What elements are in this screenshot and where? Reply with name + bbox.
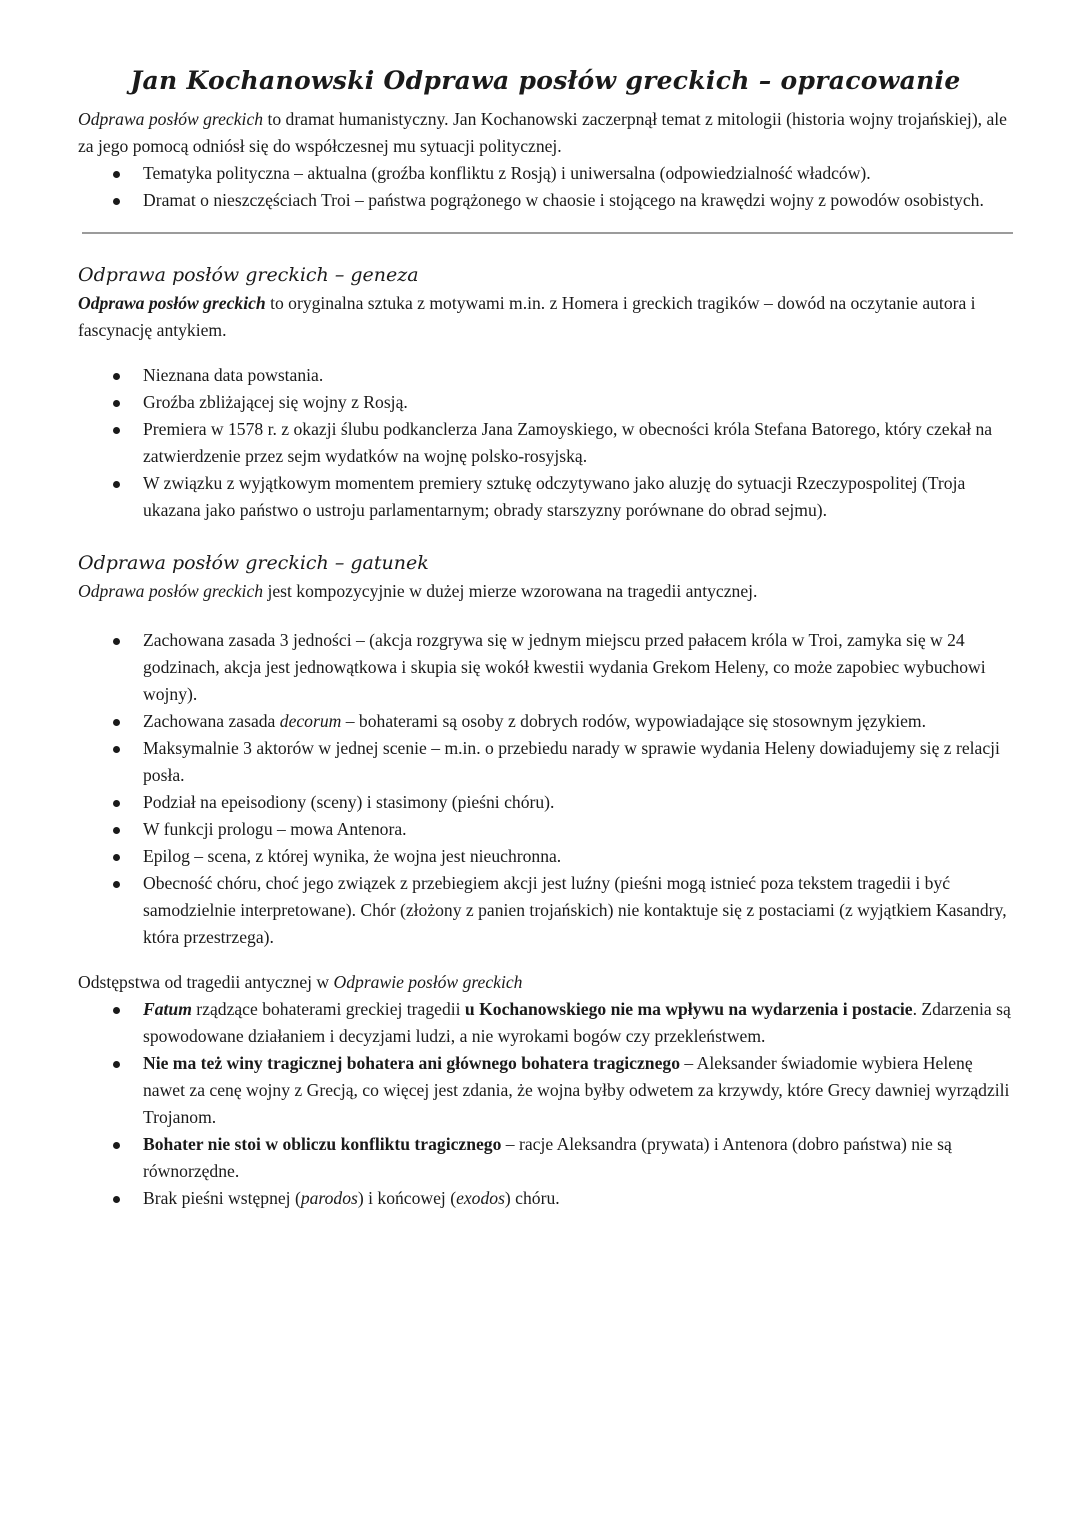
gatunek-list <box>78 627 1013 951</box>
work-title: Odprawa posłów greckich <box>78 293 266 313</box>
list-item-text: – racje Aleksandra (prywata) i Antenora (dobro państwa) nie są równorzędne. <box>143 1134 952 1181</box>
list-item: Nieznana data powstania. <box>143 362 1013 389</box>
list-item-text: Zachowana zasada <box>143 711 280 731</box>
list-item-text: rządzące bohaterami greckiej tragedii <box>191 999 465 1019</box>
list-item <box>143 996 1013 1050</box>
list-item: Zachowana zasada 3 jedności – (akcja rozgrywa się w jednym miejscu przed pałacem króla w Troi, zamyka się w 24 godzinach, akcja jest jednowątkowa i skupia się wokół kwestii wydania Grekom Heleny, co może zapobiec wybuchowi wojny). <box>143 627 1013 708</box>
list-item-text: ) chóru. <box>504 1188 560 1208</box>
list-item: Groźba zbliżającej się wojny z Rosją. <box>143 389 1013 416</box>
list-item-text: . Zdarzenia są spowodowane działaniem i decyzjami ludzi, a nie wyrokami bogów czy przekleństwem. <box>143 999 1011 1046</box>
list-item: Obecność chóru, choć jego związek z przebiegiem akcji jest luźny (pieśni mogą istnieć poza tekstem tragedii i być samodzielnie interpretowane). Chór (złożony z panien trojańskich) nie kontaktuje się z postaciami (z wyjątkiem Kasandry, która przestrzega). <box>143 870 1013 951</box>
list-item-term: decorum <box>279 711 342 731</box>
page-title: Jan Kochanowski Odprawa posłów greckich – opracowanie <box>130 66 961 95</box>
list-item <box>143 708 1013 735</box>
gatunek-text: jest kompozycyjnie w dużej mierze wzorowana na tragedii antycznej. <box>263 581 758 601</box>
horizontal-divider <box>82 232 1013 234</box>
intro-paragraph <box>78 106 1013 160</box>
work-title: Odprawa posłów greckich <box>78 109 264 129</box>
list-item: W związku z wyjątkowym momentem premiery sztukę odczytywano jako aluzję do sytuacji Rzeczypospolitej (Troja ukazana jako państwo o ustroju parlamentarnym; obrady starszyzny porównane do obrad sejmu). <box>143 470 1013 524</box>
list-item-text: – Aleksander świadomie wybiera Helenę nawet za cenę wojny z Grecją, co więcej jest zdania, że wojna byłby odwetem za krzywdy, które Grecy dawniej wyrządzili Trojanom. <box>143 1053 1010 1127</box>
list-item-term: parodos <box>300 1188 358 1208</box>
work-title: Odprawie posłów greckich <box>333 972 523 992</box>
list-item-text: Brak pieśni wstępnej ( <box>143 1188 301 1208</box>
section-heading-gatunek: Odprawa posłów greckich – gatunek <box>78 552 429 574</box>
odstepstwa-paragraph <box>78 969 1013 996</box>
list-item-term: exodos <box>456 1188 505 1208</box>
list-item-emphasis: Nie ma też winy tragicznej bohatera ani głównego bohatera tragicznego <box>143 1053 680 1073</box>
list-item: Podział na epeisodiony (sceny) i stasimony (pieśni chóru). <box>143 789 1013 816</box>
list-item: Maksymalnie 3 aktorów w jednej scenie – m.in. o przebiedu narady w sprawie wydania Heleny dowiadujemy się z relacji posła. <box>143 735 1013 789</box>
list-item-text: ) i końcowej ( <box>357 1188 457 1208</box>
work-title: Odprawa posłów greckich <box>78 581 264 601</box>
section-heading-geneza: Odprawa posłów greckich – geneza <box>78 264 419 286</box>
document-page <box>78 66 1013 1212</box>
list-item-emphasis: Bohater nie stoi w obliczu konfliktu tragicznego <box>143 1134 502 1154</box>
odstepstwa-list <box>78 996 1013 1212</box>
list-item: Dramat o nieszczęściach Troi – państwa pogrążonego w chaosie i stojącego na krawędzi wojny z powodów osobistych. <box>143 187 1013 214</box>
geneza-list <box>78 362 1013 524</box>
gatunek-paragraph <box>78 578 1013 605</box>
list-item: Tematyka polityczna – aktualna (groźba konfliktu z Rosją) i uniwersalna (odpowiedzialność władców). <box>143 160 1013 187</box>
list-item: Epilog – scena, z której wynika, że wojna jest nieuchronna. <box>143 843 1013 870</box>
intro-list <box>78 160 1013 214</box>
list-item-term: Fatum <box>143 999 192 1019</box>
list-item-text: – bohaterami są osoby z dobrych rodów, wypowiadające się stosownym językiem. <box>341 711 927 731</box>
list-item: Premiera w 1578 r. z okazji ślubu podkanclerza Jana Zamoyskiego, w obecności króla Stefana Batorego, który czekał na zatwierdzenie przez sejm wydatków na wojnę polsko-rosyjską. <box>143 416 1013 470</box>
geneza-paragraph <box>78 290 1013 344</box>
geneza-text: to oryginalna sztuka z motywami m.in. z Homera i greckich tragików – dowód na oczytanie autora i fascynację antykiem. <box>78 293 976 340</box>
list-item-emphasis: u Kochanowskiego nie ma wpływu na wydarzenia i postacie <box>464 999 913 1019</box>
list-item <box>143 1185 1013 1212</box>
list-item <box>143 1050 1013 1131</box>
list-item <box>143 1131 1013 1185</box>
odstepstwa-text: Odstępstwa od tragedii antycznej w <box>78 972 334 992</box>
intro-text: to dramat humanistyczny. Jan Kochanowski zaczerpnął temat z mitologii (historia wojny trojańskiej), ale za jego pomocą odniósł się do współczesnej mu sytuacji politycznej. <box>78 109 1007 156</box>
list-item: W funkcji prologu – mowa Antenora. <box>143 816 1013 843</box>
